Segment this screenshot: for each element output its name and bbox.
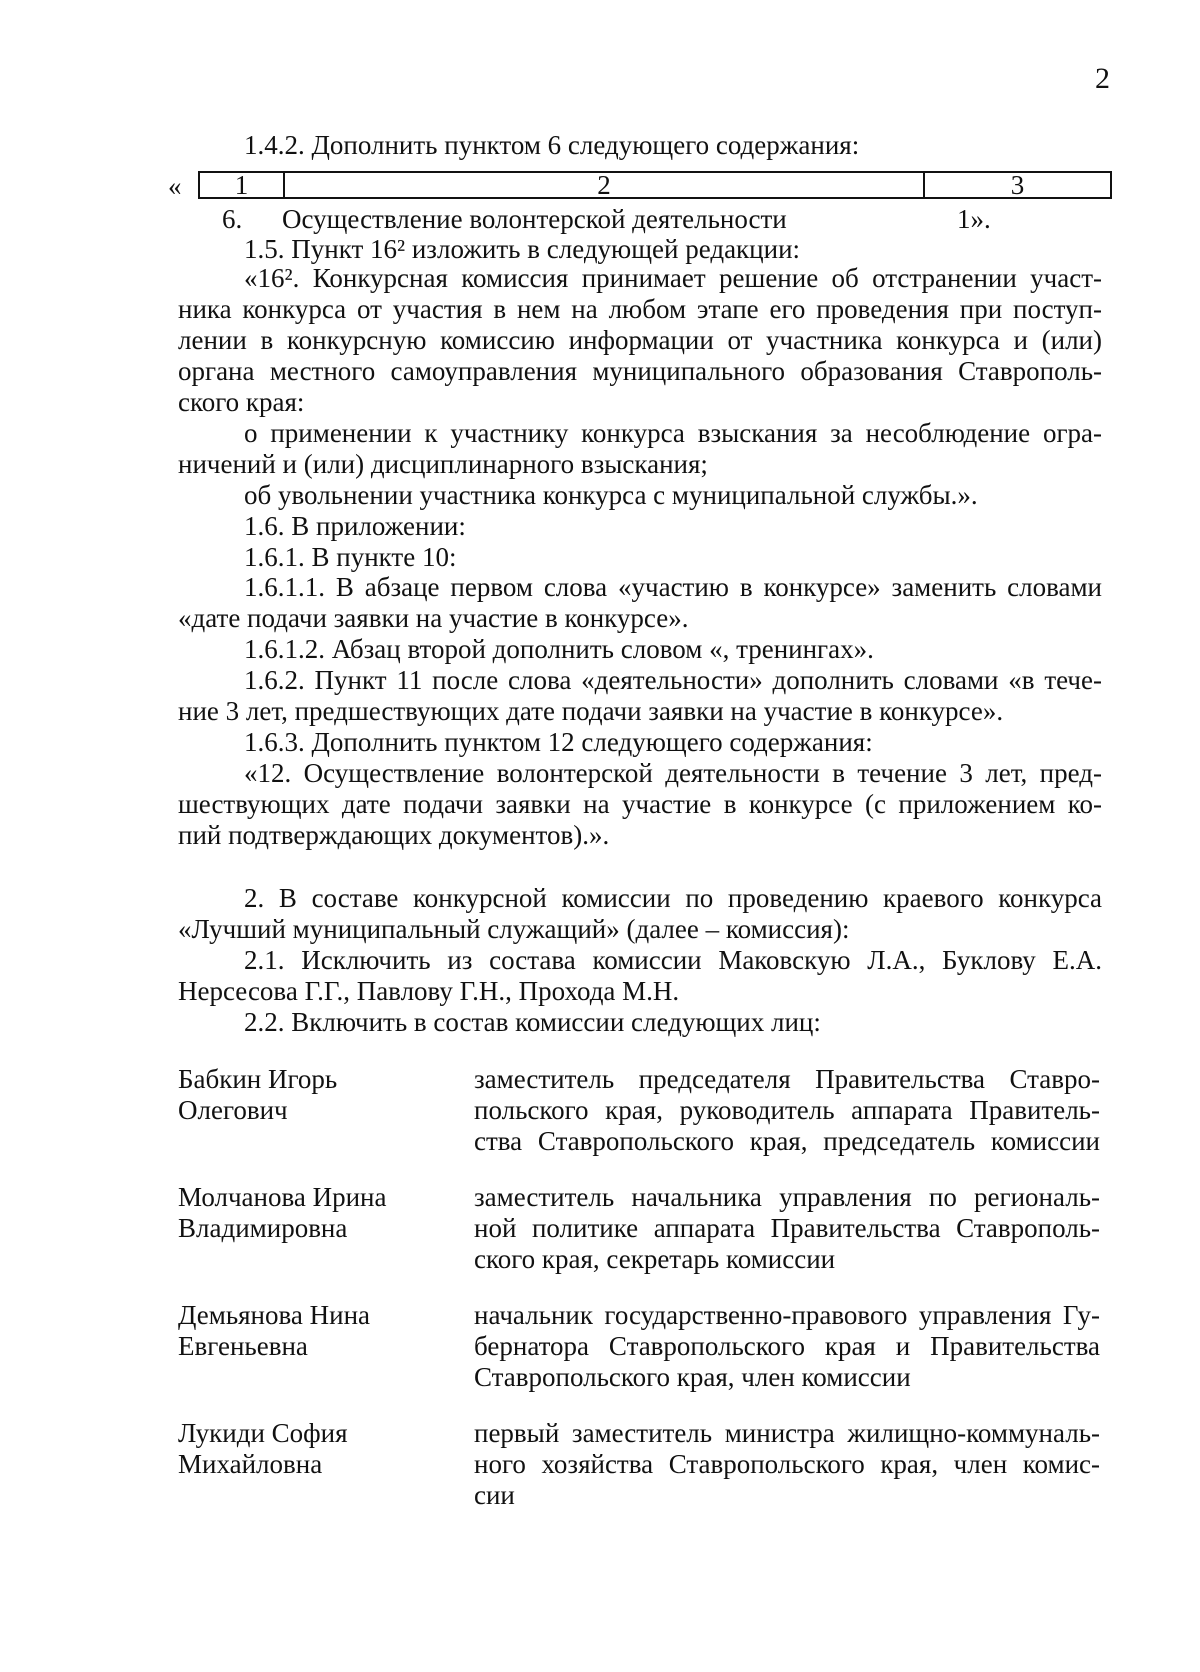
table-header-row [198,171,1112,199]
member-description [474,1182,1100,1275]
paragraph-12-line: «12. Осуществление волонтерской деятельности в течение 3 лет, пред- [244,758,1102,788]
paragraph-12-line: шествующих дате подачи заявки на участие в конкурсе (с приложением ко- [178,789,1102,819]
member-name: Лукиди София [178,1418,348,1448]
member-description-line: ства Ставропольского края, председатель комиссии [474,1126,1100,1156]
member-description-line: ного хозяйства Ставропольского края, член комис- [474,1449,1100,1479]
paragraph-1-6-1: 1.6.1. В пункте 10: [244,542,457,572]
member-description-line: заместитель начальника управления по региональ- [474,1182,1100,1212]
member-description-line: ского края, секретарь комиссии [474,1244,836,1274]
paragraph-12-line: пий подтверждающих документов).». [178,820,610,850]
member-description [474,1418,1100,1511]
paragraph-2-2: 2.2. Включить в состав комиссии следующих лиц: [244,1007,821,1037]
table-col-1: 1 [200,173,285,197]
paragraph-1-6-2-line: 1.6.2. Пункт 11 после слова «деятельности» дополнить словами «в тече- [244,665,1102,695]
table-row-value: 1». [957,204,991,234]
table-col-3: 3 [1010,170,1025,200]
paragraph-2-line: «Лучший муниципальный служащий» (далее – комиссия): [178,914,850,944]
member-name: Олегович [178,1095,288,1125]
paragraph-1-5: 1.5. Пункт 16² изложить в следующей редакции: [244,234,801,264]
paragraph-1-6: 1.6. В приложении: [244,511,466,541]
paragraph-2-1-line: 2.1. Исключить из состава комиссии Маковскую Л.А., Буклову Е.А. [244,945,1102,975]
member-name: Владимировна [178,1213,348,1243]
member-description-line: заместитель председателя Правительства Ставро- [474,1064,1100,1094]
table-col-2: 2 [285,173,925,197]
paragraph-16-line: ника конкурса от участия в нем на любом этапе его проведения при поступ- [178,294,1102,324]
paragraph-2-1-line: Нерсесова Г.Г., Павлову Г.Н., Прохода М.Н. [178,976,680,1006]
member-description-line: бернатора Ставропольского края и Правительства [474,1331,1100,1361]
member-name: Молчанова Ирина [178,1182,387,1212]
paragraph-dismiss: об увольнении участника конкурса с муниципальной службы.». [244,480,978,510]
paragraph-2-line: 2. В составе конкурсной комиссии по проведению краевого конкурса [244,883,1102,913]
table-row-text: Осуществление волонтерской деятельности [282,204,787,234]
inline-table [168,171,1114,201]
member-description [474,1300,1100,1393]
member-name: Бабкин Игорь [178,1064,338,1094]
table-row-number: 6. [222,204,243,234]
member-description-line: начальник государственно-правового управления Гу- [474,1300,1100,1330]
paragraph-16-line: «16². Конкурсная комиссия принимает решение об отстранении участ- [244,263,1102,293]
member-description-line: сии [474,1480,515,1510]
member-description-line: ной политике аппарата Правительства Ставрополь- [474,1213,1100,1243]
table-open-quote: « [168,171,182,201]
paragraph-16-line: ского края: [178,387,305,417]
paragraph-16-line: органа местного самоуправления муниципального образования Ставрополь- [178,356,1102,386]
paragraph-1-6-3: 1.6.3. Дополнить пунктом 12 следующего содержания: [244,727,873,757]
member-description-line: Ставропольского края, член комиссии [474,1362,911,1392]
page-number: 2 [1095,62,1110,95]
member-description-line: польского края, руководитель аппарата Правитель- [474,1095,1100,1125]
paragraph-apply-line: ничений и (или) дисциплинарного взыскания; [178,449,708,479]
paragraph-1-6-2-line: ние 3 лет, предшествующих дате подачи заявки на участие в конкурсе». [178,696,1004,726]
paragraph-1-6-1-2: 1.6.1.2. Абзац второй дополнить словом «, тренингах». [244,634,874,664]
member-name: Евгеньевна [178,1331,308,1361]
member-description [474,1064,1100,1157]
paragraph-1-6-1-1-line: «дате подачи заявки на участие в конкурсе». [178,603,689,633]
paragraph-1-6-1-1-line: 1.6.1.1. В абзаце первом слова «участию в конкурсе» заменить словами [244,572,1102,602]
member-name: Демьянова Нина [178,1300,371,1330]
member-description-line: первый заместитель министра жилищно-коммуналь- [474,1418,1100,1448]
paragraph-1-4-2: 1.4.2. Дополнить пунктом 6 следующего содержания: [244,130,860,160]
paragraph-apply-line: о применении к участнику конкурса взыскания за несоблюдение огра- [244,418,1102,448]
member-name: Михайловна [178,1449,323,1479]
paragraph-16-line: лении в конкурсную комиссию информации от участника конкурса и (или) [178,325,1102,355]
